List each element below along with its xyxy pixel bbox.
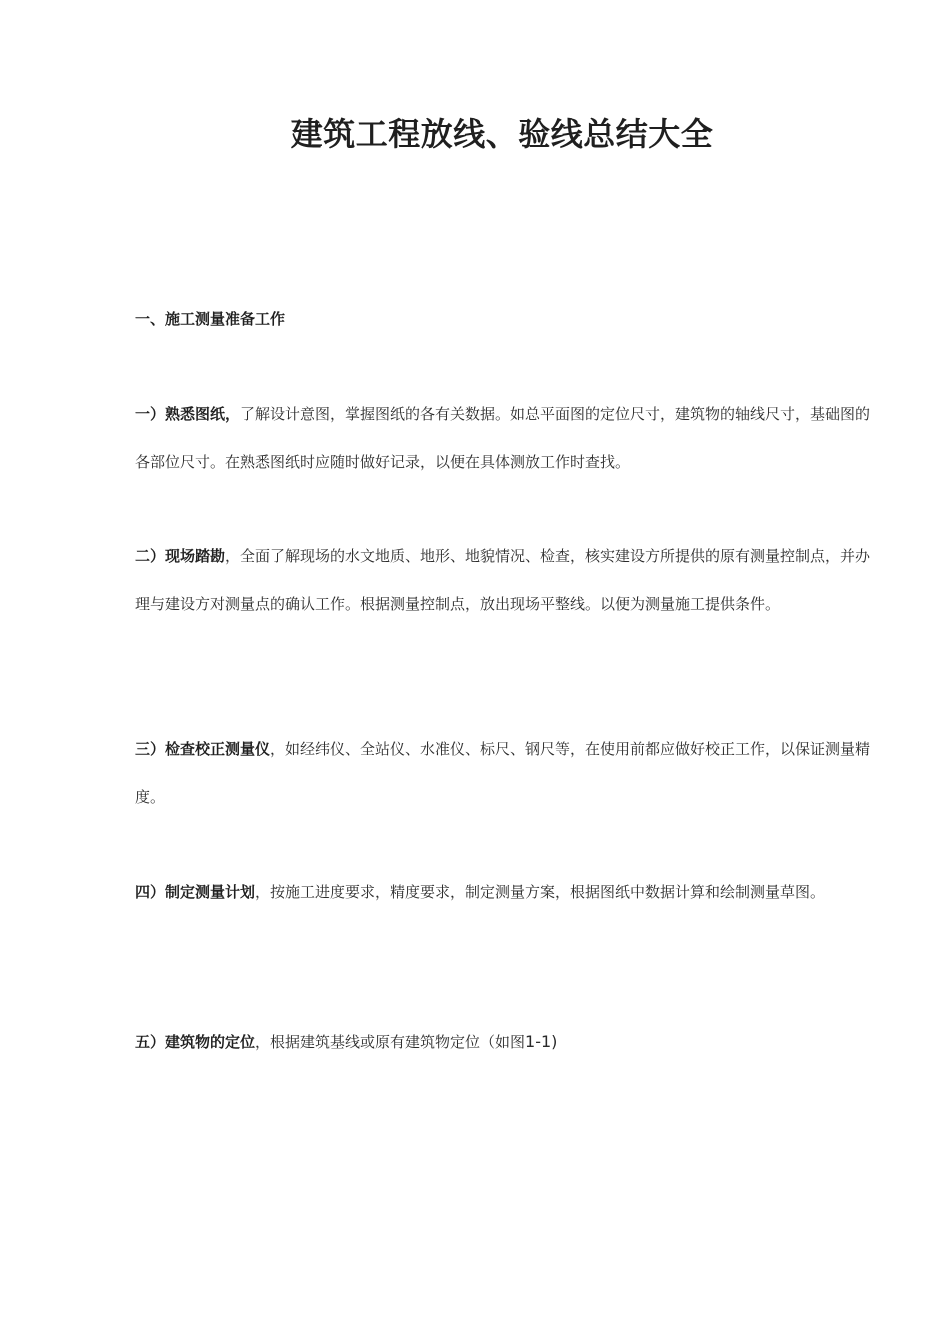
paragraph-building-positioning bbox=[135, 1018, 883, 1066]
figure-reference: 1-1) bbox=[525, 1032, 558, 1051]
paragraph-body: ，根据建筑基线或原有建筑物定位（如图 bbox=[255, 1033, 526, 1051]
section-heading: 一、施工测量准备工作 bbox=[135, 310, 286, 328]
paragraph-body: 了解设计意图，掌握图纸的各有关数据。如总平面图的定位尺寸，建筑物的轴线尺寸，基础图的各部位尺寸。在熟悉图纸时应随时做好记录，以便在具体测放工作时查找。 bbox=[135, 405, 871, 471]
paragraph-familiarize-drawings bbox=[135, 390, 883, 486]
paragraph-lead: 三）检查校正测量仪 bbox=[135, 740, 271, 758]
paragraph-lead: 四）制定测量计划 bbox=[135, 883, 256, 901]
paragraph-check-instruments bbox=[135, 725, 883, 821]
paragraph-site-survey bbox=[135, 532, 883, 628]
paragraph-body: ，按施工进度要求，精度要求，制定测量方案，根据图纸中数据计算和绘制测量草图。 bbox=[255, 883, 826, 901]
paragraph-survey-plan bbox=[135, 868, 883, 916]
paragraph-lead: 五）建筑物的定位 bbox=[135, 1033, 256, 1051]
document-title: 建筑工程放线、验线总结大全 bbox=[290, 115, 714, 153]
paragraph-body: ，全面了解现场的水文地质、地形、地貌情况、检查，核实建设方所提供的原有测量控制点，并办理与建设方对测量点的确认工作。根据测量控制点，放出现场平整线。以便为测量施工提供条件。 bbox=[135, 547, 871, 613]
paragraph-lead: 二）现场踏勘 bbox=[135, 547, 226, 565]
paragraph-lead: 一）熟悉图纸， bbox=[135, 405, 241, 423]
paragraph-body: ，如经纬仪、全站仪、水准仪、标尺、钢尺等，在使用前都应做好校正工作，以保证测量精度。 bbox=[135, 740, 871, 806]
